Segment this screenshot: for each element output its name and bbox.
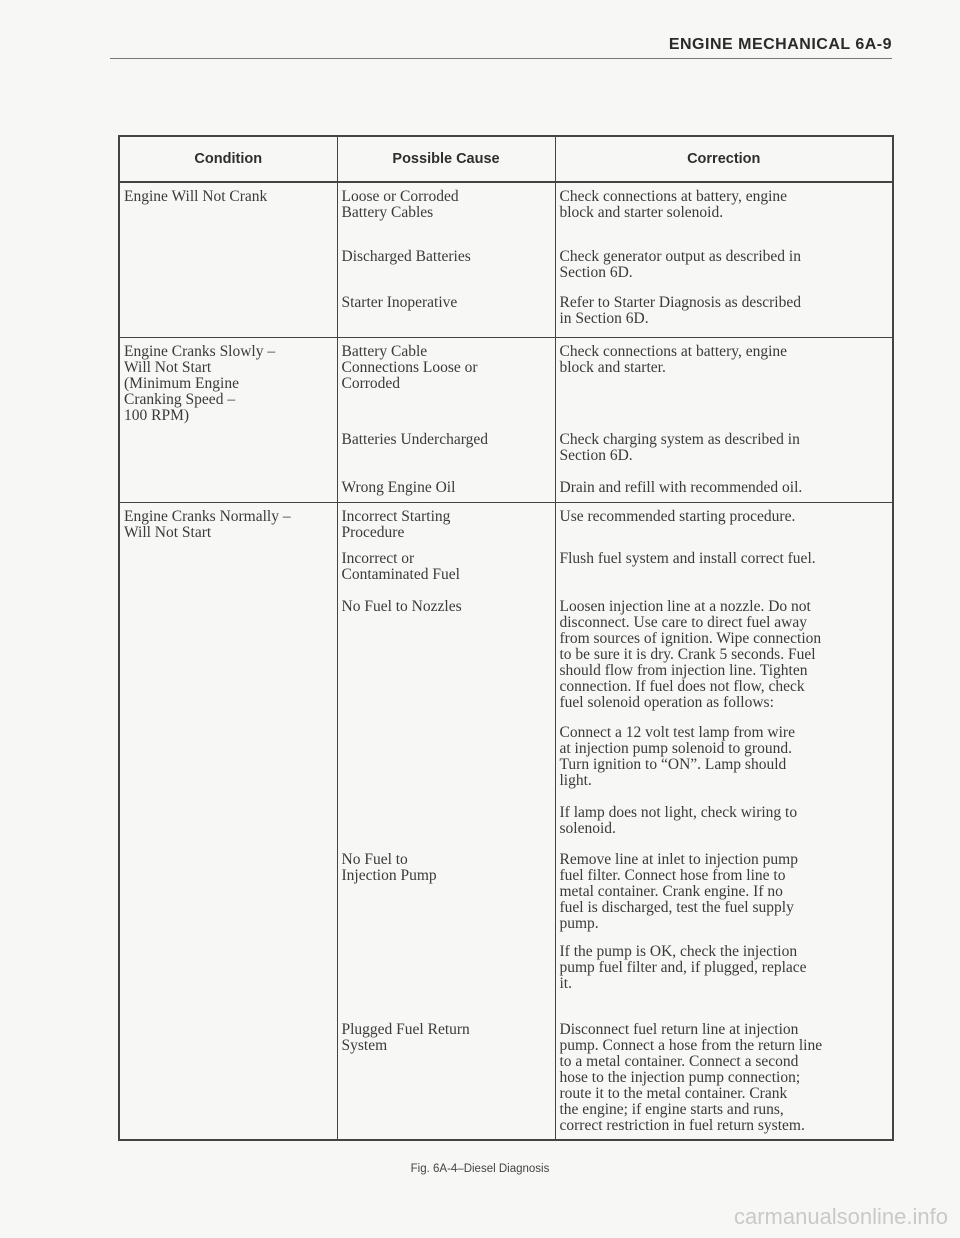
correction-cell: Check charging system as described in Section 6D. bbox=[555, 429, 893, 475]
condition-cell bbox=[119, 722, 337, 802]
column-header-correction: Correction bbox=[555, 136, 893, 182]
possible-cause-cell: No Fuel to Injection Pump bbox=[337, 847, 555, 941]
possible-cause-cell bbox=[337, 802, 555, 847]
column-header-possible-cause: Possible Cause bbox=[337, 136, 555, 182]
table-header-row bbox=[119, 136, 893, 182]
condition-cell bbox=[119, 246, 337, 292]
condition-cell bbox=[119, 546, 337, 594]
correction-cell: Disconnect fuel return line at injection pump. Connect a hose from the return line to a metal container. Connect a second hose to the injection pump connection; route it to the metal container. Crank the engine; if engine starts and runs, correct restriction in fuel return system. bbox=[555, 1017, 893, 1140]
correction-cell: If lamp does not light, check wiring to solenoid. bbox=[555, 802, 893, 847]
column-header-condition: Condition bbox=[119, 136, 337, 182]
correction-cell: Drain and refill with recommended oil. bbox=[555, 475, 893, 503]
condition-cell bbox=[119, 847, 337, 941]
possible-cause-cell: Plugged Fuel Return System bbox=[337, 1017, 555, 1140]
table-row bbox=[119, 503, 893, 547]
correction-cell: Refer to Starter Diagnosis as described in Section 6D. bbox=[555, 292, 893, 337]
correction-cell: Check generator output as described in Section 6D. bbox=[555, 246, 893, 292]
table-row bbox=[119, 1017, 893, 1140]
table-row bbox=[119, 292, 893, 337]
page-header: ENGINE MECHANICAL 6A-9 bbox=[110, 36, 892, 59]
condition-cell: Engine Cranks Normally – Will Not Start bbox=[119, 503, 337, 547]
table-row bbox=[119, 802, 893, 847]
condition-cell bbox=[119, 475, 337, 503]
table-row bbox=[119, 941, 893, 1017]
table-row bbox=[119, 594, 893, 722]
correction-cell: Remove line at inlet to injection pump fuel filter. Connect hose from line to metal container. Crank engine. If no fuel is discharged, test the fuel supply pump. bbox=[555, 847, 893, 941]
diagnosis-table bbox=[118, 135, 894, 1141]
table-row bbox=[119, 246, 893, 292]
table-row bbox=[119, 337, 893, 429]
figure-caption: Fig. 6A-4–Diesel Diagnosis bbox=[410, 1163, 550, 1175]
correction-cell: Use recommended starting procedure. bbox=[555, 503, 893, 547]
condition-cell bbox=[119, 429, 337, 475]
correction-cell: Connect a 12 volt test lamp from wire at injection pump solenoid to ground. Turn ignition to “ON”. Lamp should light. bbox=[555, 722, 893, 802]
table-row bbox=[119, 429, 893, 475]
condition-cell bbox=[119, 1017, 337, 1140]
watermark: carmanualsonline.info bbox=[733, 1204, 948, 1229]
condition-cell: Engine Cranks Slowly – Will Not Start (Minimum Engine Cranking Speed – 100 RPM) bbox=[119, 337, 337, 429]
table-row bbox=[119, 182, 893, 246]
table-row bbox=[119, 475, 893, 503]
possible-cause-cell: Starter Inoperative bbox=[337, 292, 555, 337]
possible-cause-cell: Batteries Undercharged bbox=[337, 429, 555, 475]
possible-cause-cell: Battery Cable Connections Loose or Corroded bbox=[337, 337, 555, 429]
correction-cell: If the pump is OK, check the injection pump fuel filter and, if plugged, replace it. bbox=[555, 941, 893, 1017]
possible-cause-cell: Wrong Engine Oil bbox=[337, 475, 555, 503]
condition-cell bbox=[119, 292, 337, 337]
possible-cause-cell: Loose or Corroded Battery Cables bbox=[337, 182, 555, 246]
correction-cell: Loosen injection line at a nozzle. Do not disconnect. Use care to direct fuel away from sources of ignition. Wipe connection to be sure it is dry. Crank 5 seconds. Fuel should flow from injection line. Tighten connection. If fuel does not flow, check fuel solenoid operation as follows: bbox=[555, 594, 893, 722]
condition-cell bbox=[119, 594, 337, 722]
possible-cause-cell: Incorrect or Contaminated Fuel bbox=[337, 546, 555, 594]
condition-cell bbox=[119, 941, 337, 1017]
possible-cause-cell: No Fuel to Nozzles bbox=[337, 594, 555, 722]
possible-cause-cell bbox=[337, 722, 555, 802]
possible-cause-cell: Discharged Batteries bbox=[337, 246, 555, 292]
condition-cell bbox=[119, 802, 337, 847]
condition-cell: Engine Will Not Crank bbox=[119, 182, 337, 246]
table-row bbox=[119, 722, 893, 802]
possible-cause-cell bbox=[337, 941, 555, 1017]
table-row bbox=[119, 847, 893, 941]
correction-cell: Check connections at battery, engine block and starter. bbox=[555, 337, 893, 429]
correction-cell: Flush fuel system and install correct fuel. bbox=[555, 546, 893, 594]
correction-cell: Check connections at battery, engine block and starter solenoid. bbox=[555, 182, 893, 246]
possible-cause-cell: Incorrect Starting Procedure bbox=[337, 503, 555, 547]
table-row bbox=[119, 546, 893, 594]
